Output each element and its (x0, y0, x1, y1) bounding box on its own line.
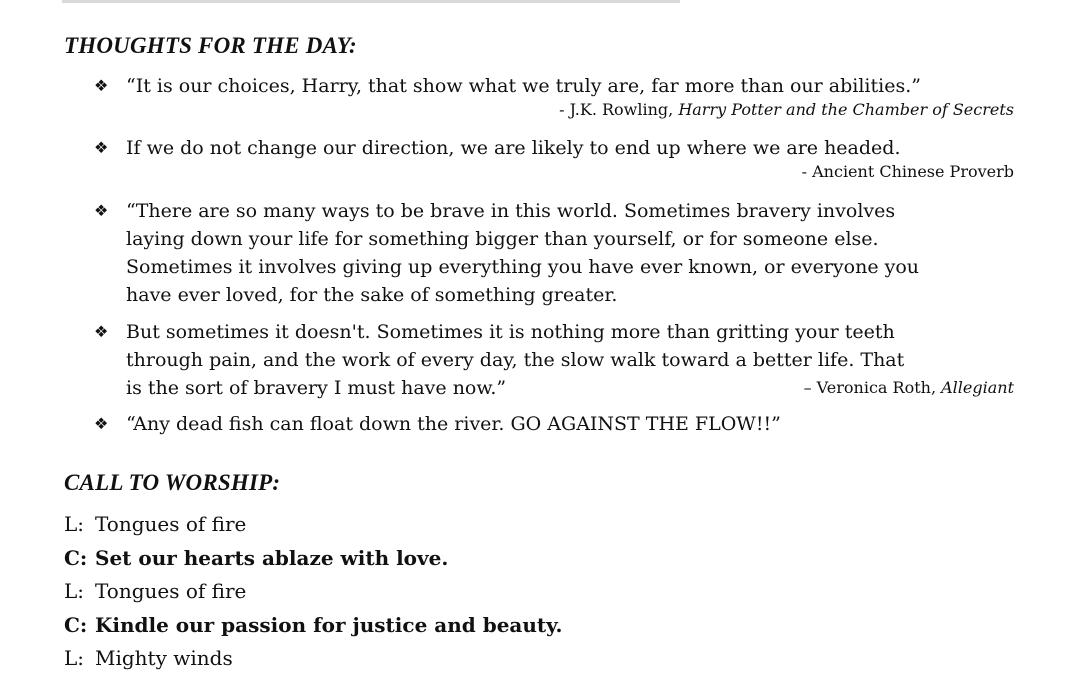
attribution-author: - J.K. Rowling, (559, 100, 679, 119)
litany-line (64, 642, 562, 676)
quote-attribution (126, 162, 1024, 181)
quote-line: laying down your life for something bigger than yourself, or for someone else. (126, 228, 879, 250)
litany-text: Tongues of fire (95, 579, 247, 603)
quote-line: have ever loved, for the sake of something greater. (126, 284, 618, 306)
quotes-list (94, 72, 1024, 440)
quote-item (94, 134, 1024, 197)
attribution-author: - Ancient Chinese Proverb (801, 162, 1014, 181)
quote-line: is the sort of bravery I must have now.” (126, 377, 507, 399)
quote-line-with-attribution (126, 374, 1024, 402)
quote-item (94, 410, 1024, 440)
speaker-label: C: (64, 612, 88, 637)
quote-line: through pain, and the work of every day, the slow walk toward a better life. That (126, 349, 905, 371)
quote-line: Sometimes it involves giving up everything you have ever known, or everyone you (126, 256, 920, 278)
attribution-work: Harry Potter and the Chamber of Secrets (678, 100, 1014, 119)
speaker-label: L: (64, 579, 85, 603)
diamond-bullet-icon: ❖ (94, 414, 109, 433)
diamond-bullet-icon: ❖ (94, 322, 109, 341)
litany-text: Kindle our passion for justice and beauty. (95, 612, 563, 637)
speaker-label: L: (64, 646, 85, 670)
litany-line (64, 508, 562, 542)
diamond-bullet-icon: ❖ (94, 76, 109, 95)
thoughts-heading: THOUGHTS FOR THE DAY: (64, 33, 357, 58)
quote-line: If we do not change our direction, we are likely to end up where we are headed. (126, 137, 901, 159)
speaker-label: L: (64, 512, 85, 536)
quote-attribution (804, 374, 1024, 402)
diamond-bullet-icon: ❖ (94, 138, 109, 157)
litany-text: Set our hearts ablaze with love. (95, 545, 449, 570)
litany-text: Tongues of fire (95, 512, 247, 536)
quote-line: “Any dead fish can float down the river. GO AGAINST THE FLOW!!” (126, 413, 781, 435)
quote-attribution (126, 100, 1024, 119)
litany-line (64, 542, 562, 576)
quote-line: “It is our choices, Harry, that show what we truly are, far more than our abilities.” (126, 75, 921, 97)
call-to-worship-heading: CALL TO WORSHIP: (64, 470, 281, 495)
litany-line (64, 609, 562, 643)
quote-line: “There are so many ways to be brave in this world. Sometimes bravery involves (126, 200, 896, 222)
attribution-author: – Veronica Roth, (803, 378, 942, 397)
speaker-label: C: (64, 545, 88, 570)
litany-text: Mighty winds (95, 646, 233, 670)
quote-line: But sometimes it doesn't. Sometimes it is nothing more than gritting your teeth (126, 321, 895, 343)
litany-line (64, 575, 562, 609)
litany-list (64, 508, 562, 676)
quote-item (94, 72, 1024, 134)
attribution-work: Allegiant (941, 378, 1014, 397)
quote-item (94, 197, 1024, 318)
quote-item (94, 318, 1024, 410)
page-top-rule (62, 0, 680, 3)
diamond-bullet-icon: ❖ (94, 201, 109, 220)
